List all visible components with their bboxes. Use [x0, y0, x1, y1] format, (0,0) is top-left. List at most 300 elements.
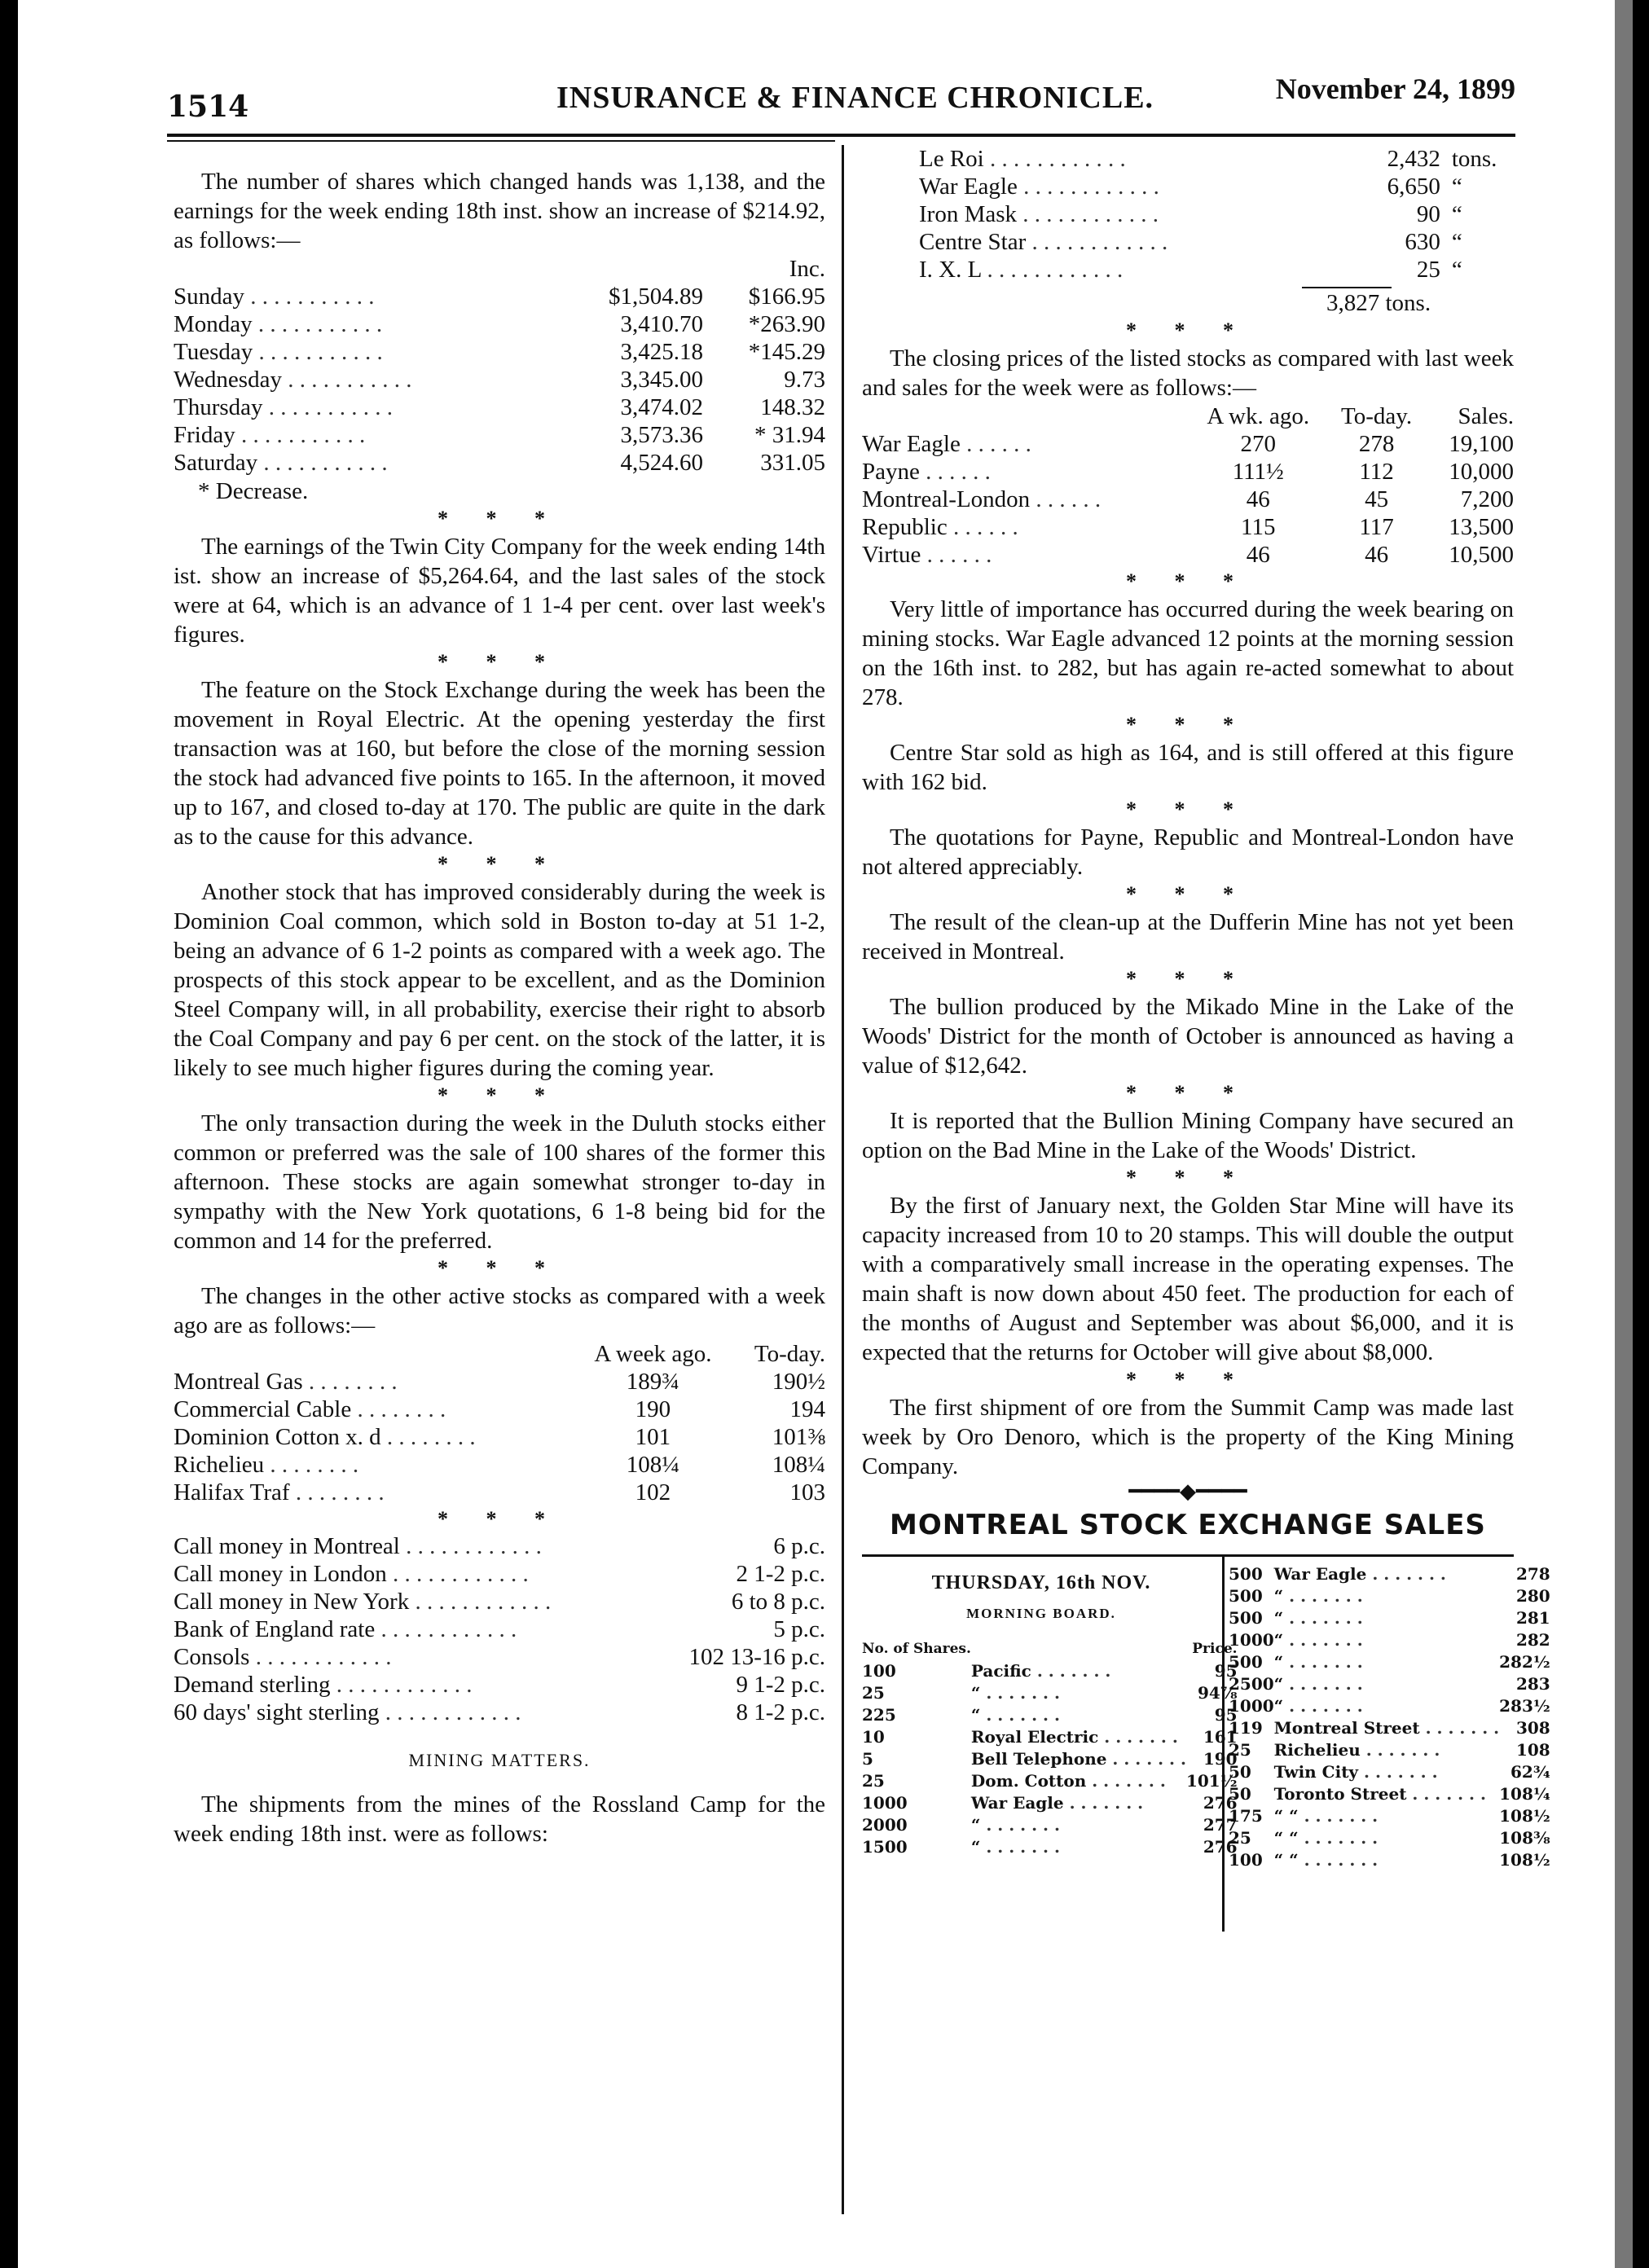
- sale-shares: 25: [1229, 1828, 1251, 1848]
- earnings-inc: * 31.94: [754, 422, 825, 448]
- money-value: 6 to 8 p.c.: [731, 1589, 825, 1615]
- sale-row: [1229, 1849, 1550, 1871]
- section-divider: * * *: [438, 1256, 561, 1280]
- paragraph: The first shipment of ore from the Summit Camp was made last week by Oro Denoro, which is the property of the King Mining Company.: [862, 1395, 1514, 1479]
- money-row: [174, 1671, 825, 1699]
- sale-stock: Montreal Street . . . . . . .: [1273, 1718, 1500, 1738]
- changes-row: [174, 1396, 825, 1423]
- sale-shares: 1000: [1229, 1630, 1274, 1650]
- sale-stock-name: War Eagle: [1273, 1564, 1367, 1584]
- sale-shares: 225: [862, 1705, 896, 1725]
- sale-shares: 10: [862, 1727, 885, 1747]
- money-row: [174, 1588, 825, 1615]
- ornament-divider: ━━━━◆━━━━: [1128, 1479, 1247, 1503]
- stock-cell: Republic . . . . . .: [862, 514, 1018, 540]
- earnings-day: Sunday . . . . . . . . . . .: [174, 284, 375, 310]
- money-row: [174, 1643, 825, 1671]
- scan-border-right: [1633, 0, 1649, 2268]
- stock-name: Halifax Traf: [174, 1479, 290, 1505]
- section-divider: * * *: [1126, 1368, 1250, 1391]
- sale-stock-name: “ “: [1273, 1806, 1299, 1826]
- sales-value: 19,100: [1449, 431, 1514, 457]
- sale-price: 190: [1203, 1749, 1238, 1769]
- sale-row: [862, 1660, 1238, 1682]
- section-divider: * * *: [438, 852, 561, 876]
- paragraph: Another stock that has improved considerably during the week is Dominion Coal common, which sold in Boston to-day at 51 1-2, being an advance of 6 1-2 points as compared with a week ago. The prospects of this stock appear to be excellent, and as the Dominion Steel Company will, in all probability, exercise their right to absorb the Coal Company and pay 6 per cent. on the stock of the latter, it is likely to see much higher figures during the coming year.: [174, 879, 825, 1081]
- today-header: To-day.: [1341, 403, 1413, 429]
- shipment-row: [919, 173, 1538, 200]
- earnings-row: [174, 338, 825, 366]
- mine-name: Le Roi: [919, 146, 984, 172]
- stock-name: Payne: [862, 459, 920, 485]
- sale-row: [862, 1814, 1238, 1836]
- earnings-day: Tuesday . . . . . . . . . . .: [174, 339, 383, 365]
- day-name: Wednesday: [174, 367, 282, 393]
- today-value: 101⅜: [772, 1424, 825, 1450]
- stock-cell: Richelieu . . . . . . . .: [174, 1452, 359, 1478]
- money-name: Demand sterling: [174, 1672, 331, 1698]
- sale-row: [1229, 1563, 1550, 1585]
- right-column: [862, 145, 1550, 1870]
- sales-value: 13,500: [1449, 514, 1514, 540]
- mine-name: Iron Mask: [919, 201, 1018, 227]
- sales-header: Sales.: [1458, 403, 1514, 429]
- sale-shares: 175: [1229, 1806, 1263, 1826]
- sale-stock-name: “: [970, 1683, 981, 1703]
- sale-price: 281: [1515, 1608, 1550, 1628]
- section-divider: * * *: [1126, 1081, 1250, 1105]
- sale-price: 108: [1515, 1740, 1550, 1760]
- day-name: Saturday: [174, 450, 258, 476]
- sale-stock: “ . . . . . . .: [1273, 1630, 1363, 1650]
- shipment-row: [919, 256, 1538, 284]
- today-header: To-day.: [754, 1341, 825, 1367]
- scan-page-edge: [1615, 0, 1633, 2268]
- earnings-amount: $1,504.89: [609, 284, 703, 310]
- changes-row: [174, 1451, 825, 1479]
- stock-cell: Commercial Cable . . . . . . . .: [174, 1396, 446, 1422]
- sale-stock: Toronto Street . . . . . . .: [1273, 1784, 1486, 1804]
- stock-name: Dominion Cotton x. d: [174, 1424, 381, 1450]
- earnings-day: Saturday . . . . . . . . . . .: [174, 450, 388, 476]
- money-name: 60 days' sight sterling: [174, 1699, 380, 1725]
- stock-exchange-sales: [862, 1554, 1550, 1870]
- money-value: 6 p.c.: [773, 1533, 825, 1559]
- closing-row: [862, 541, 1514, 569]
- day-name: Monday: [174, 311, 253, 337]
- sale-price: 276: [1203, 1793, 1238, 1813]
- sale-stock-name: “ “: [1273, 1850, 1299, 1870]
- sale-price: 101½: [1185, 1771, 1238, 1791]
- sale-shares: 1500: [862, 1837, 908, 1857]
- earnings-day: Monday . . . . . . . . . . .: [174, 311, 383, 337]
- paragraph: It is reported that the Bullion Mining Company have secured an option on the Bad Mine in the Lake of the Woods' District.: [862, 1108, 1514, 1163]
- section-divider: * * *: [1126, 713, 1250, 736]
- paragraph: The shipments from the mines of the Rossland Camp for the week ending 18th inst. were as follows:: [174, 1791, 825, 1847]
- money-value: 2 1-2 p.c.: [736, 1561, 825, 1587]
- sale-shares: 119: [1229, 1718, 1263, 1738]
- sale-stock: “ . . . . . . .: [1273, 1696, 1363, 1716]
- money-value: 5 p.c.: [773, 1616, 825, 1642]
- ago-header: A wk. ago.: [1207, 403, 1310, 429]
- earnings-day: Friday . . . . . . . . . . .: [174, 422, 366, 448]
- earnings-inc: *145.29: [748, 339, 825, 365]
- money-value: 9 1-2 p.c.: [736, 1672, 825, 1698]
- scan-border-left: [0, 0, 18, 2268]
- shares-header: No. of Shares.: [862, 1641, 971, 1657]
- earnings-amount: 3,410.70: [620, 311, 703, 337]
- stock-cell: Montreal Gas . . . . . . . .: [174, 1369, 398, 1395]
- sale-stock-name: Bell Telephone: [970, 1749, 1107, 1769]
- sale-row: [1229, 1695, 1550, 1717]
- sale-shares: 500: [1229, 1586, 1263, 1606]
- sale-row: [862, 1726, 1238, 1748]
- earnings-amount: 3,425.18: [620, 339, 703, 365]
- earnings-amount: 3,474.02: [620, 394, 703, 420]
- mine-cell: Le Roi . . . . . . . . . . . .: [919, 146, 1126, 172]
- sale-price: 276: [1203, 1837, 1238, 1857]
- money-cell: Call money in Montreal . . . . . . . . . . . .: [174, 1533, 542, 1559]
- sale-price: 108½: [1499, 1850, 1550, 1870]
- sale-row: [1229, 1629, 1550, 1651]
- day-name: Tuesday: [174, 339, 253, 365]
- sales-table-right: [1229, 1563, 1550, 1871]
- today-value: 278: [1358, 431, 1395, 457]
- sale-shares: 500: [1229, 1564, 1263, 1584]
- sale-stock-name: “: [970, 1705, 981, 1725]
- sale-stock: “ . . . . . . .: [1273, 1652, 1363, 1672]
- sale-stock: Bell Telephone . . . . . . .: [970, 1749, 1186, 1769]
- ago-value: 46: [1246, 486, 1270, 512]
- sale-stock: “ . . . . . . .: [970, 1683, 1060, 1703]
- column-divider: [842, 145, 844, 2214]
- sale-shares: 50: [1229, 1784, 1251, 1804]
- sale-stock-name: Twin City: [1273, 1762, 1359, 1782]
- sale-stock: “ “ . . . . . . .: [1273, 1850, 1379, 1870]
- ago-value: 111½: [1232, 459, 1284, 485]
- paragraph: The result of the clean-up at the Dufferin Mine has not yet been received in Montreal.: [862, 909, 1514, 965]
- sale-row: [862, 1770, 1238, 1792]
- sale-stock-name: “: [970, 1837, 981, 1857]
- sale-stock: “ . . . . . . .: [970, 1837, 1060, 1857]
- money-name: Call money in New York: [174, 1589, 410, 1615]
- stock-name: Commercial Cable: [174, 1396, 352, 1422]
- today-value: 112: [1359, 459, 1394, 485]
- sale-stock-name: “: [1273, 1630, 1284, 1650]
- sale-shares: 2500: [1229, 1674, 1274, 1694]
- sale-row: [1229, 1651, 1550, 1673]
- closing-row: [862, 486, 1514, 513]
- money-cell: 60 days' sight sterling . . . . . . . . . . . .: [174, 1699, 521, 1725]
- sale-stock-name: Montreal Street: [1273, 1718, 1420, 1738]
- sale-stock-name: Pacific: [970, 1661, 1031, 1681]
- mine-name: Centre Star: [919, 229, 1027, 255]
- money-name: Bank of England rate: [174, 1616, 376, 1642]
- stock-cell: Dominion Cotton x. d . . . . . . . .: [174, 1424, 476, 1450]
- earnings-row: [174, 421, 825, 449]
- shipments-table: [919, 145, 1538, 284]
- section-divider: * * *: [438, 650, 561, 674]
- sale-stock: Dom. Cotton . . . . . . .: [970, 1771, 1166, 1791]
- sale-price: 108⅜: [1499, 1828, 1550, 1848]
- section-divider: * * *: [1126, 967, 1250, 991]
- sale-shares: 100: [862, 1661, 896, 1681]
- day-name: Friday: [174, 422, 235, 448]
- paragraph: The bullion produced by the Mikado Mine in the Lake of the Woods' District for the month of October is announced as having a value of $12,642.: [862, 994, 1514, 1079]
- stock-name: Virtue: [862, 542, 921, 568]
- sale-stock-name: Dom. Cotton: [970, 1771, 1087, 1791]
- mine-cell: I. X. L . . . . . . . . . . . .: [919, 257, 1124, 283]
- money-cell: Call money in London . . . . . . . . . . . .: [174, 1561, 529, 1587]
- mine-tons: 90: [1416, 201, 1440, 227]
- closing-row: [862, 513, 1514, 541]
- closing-row: [862, 458, 1514, 486]
- section-divider: * * *: [438, 1083, 561, 1107]
- closing-prices-table: [862, 402, 1514, 569]
- sale-row: [1229, 1585, 1550, 1607]
- today-value: 117: [1359, 514, 1394, 540]
- money-name: Call money in London: [174, 1561, 387, 1587]
- sale-stock-name: “ “: [1273, 1828, 1299, 1848]
- sale-shares: 25: [1229, 1740, 1251, 1760]
- paragraph: The earnings of the Twin City Company for the week ending 14th ist. show an increase of $5,264.64, and the last sales of the stock were at 64, which is an advance of 1 1-4 per cent. over last week's figures.: [174, 534, 825, 648]
- price-header: Price.: [1192, 1641, 1238, 1657]
- paragraph: Very little of importance has occurred during the week bearing on mining stocks. War Eagle advanced 12 points at the morning session on the 16th inst. to 282, but has again re-acted somewhat to about 278.: [862, 596, 1514, 710]
- section-divider: * * *: [438, 1507, 561, 1531]
- sale-shares: 50: [1229, 1762, 1251, 1782]
- money-row: [174, 1699, 825, 1726]
- mine-tons: 630: [1405, 229, 1440, 255]
- sale-shares: 500: [1229, 1652, 1263, 1672]
- week-ago-value: 102: [635, 1479, 671, 1505]
- sale-stock: War Eagle . . . . . . .: [1273, 1564, 1446, 1584]
- sale-price: 283½: [1499, 1696, 1550, 1716]
- mine-cell: Centre Star . . . . . . . . . . . .: [919, 229, 1168, 255]
- section-divider: * * *: [1126, 882, 1250, 906]
- section-divider: * * *: [438, 507, 561, 530]
- closing-row: [862, 430, 1514, 458]
- sale-stock: “ “ . . . . . . .: [1273, 1806, 1379, 1826]
- issue-date: November 24, 1899: [1275, 73, 1515, 105]
- sales-left: [862, 1563, 1238, 1858]
- sale-stock-name: Richelieu: [1273, 1740, 1361, 1760]
- earnings-inc: 148.32: [760, 394, 825, 420]
- sale-price: 95: [1214, 1705, 1238, 1725]
- week-ago-value: 190: [635, 1396, 671, 1422]
- sale-row: [1229, 1607, 1550, 1629]
- money-table: [174, 1532, 825, 1726]
- left-column: [174, 167, 825, 1848]
- mine-unit: “: [1451, 174, 1462, 200]
- week-ago-value: 108¼: [626, 1452, 680, 1478]
- header-rule: [167, 134, 1515, 137]
- sale-stock: Richelieu . . . . . . .: [1273, 1740, 1440, 1760]
- mine-unit: tons.: [1451, 146, 1497, 172]
- sale-stock: “ . . . . . . .: [970, 1705, 1060, 1725]
- paragraph: The only transaction during the week in the Duluth stocks either common or preferred was the sale of 100 shares of the former this afternoon. These stocks are again somewhat stronger to-day in sympathy with the New York quotations, 6 1-8 being bid for the common and 14 for the preferred.: [174, 1110, 825, 1254]
- mine-cell: Iron Mask . . . . . . . . . . . .: [919, 201, 1159, 227]
- sale-price: 283: [1515, 1674, 1550, 1694]
- sale-price: 308: [1515, 1718, 1550, 1738]
- sale-stock: “ . . . . . . .: [970, 1815, 1060, 1835]
- earnings-amount: 3,573.36: [620, 422, 703, 448]
- ago-value: 115: [1241, 514, 1276, 540]
- sale-stock: “ . . . . . . .: [1273, 1586, 1363, 1606]
- sale-shares: 100: [1229, 1850, 1263, 1870]
- today-value: 103: [789, 1479, 825, 1505]
- page-header: [167, 72, 1515, 124]
- inc-header: Inc.: [789, 256, 825, 282]
- sales-board: MORNING BOARD.: [966, 1606, 1116, 1621]
- changes-table: [174, 1340, 825, 1506]
- sale-stock-name: War Eagle: [970, 1793, 1064, 1813]
- money-row: [174, 1615, 825, 1643]
- publication-title: INSURANCE & FINANCE CHRONICLE.: [556, 81, 1154, 115]
- sale-shares: 25: [862, 1683, 885, 1703]
- page-number: 1514: [167, 90, 249, 124]
- sale-stock: “ . . . . . . .: [1273, 1674, 1363, 1694]
- earnings-day: Thursday . . . . . . . . . . .: [174, 394, 394, 420]
- stock-name: Montreal-London: [862, 486, 1031, 512]
- sale-shares: 1000: [1229, 1696, 1274, 1716]
- section-divider: * * *: [1126, 798, 1250, 821]
- today-value: 108¼: [772, 1452, 825, 1478]
- earnings-row: [174, 449, 825, 477]
- stock-cell: Virtue . . . . . .: [862, 542, 992, 568]
- sale-row: [1229, 1739, 1550, 1761]
- changes-row: [174, 1479, 825, 1506]
- sale-row: [1229, 1827, 1550, 1849]
- money-cell: Call money in New York . . . . . . . . . . . .: [174, 1589, 552, 1615]
- sale-price: 282½: [1499, 1652, 1550, 1672]
- sale-shares: 25: [862, 1771, 885, 1791]
- sale-row: [862, 1704, 1238, 1726]
- sale-stock-name: “: [1273, 1608, 1284, 1628]
- mine-name: I. X. L: [919, 257, 982, 283]
- sale-stock-name: “: [1273, 1674, 1284, 1694]
- sale-stock: Pacific . . . . . . .: [970, 1661, 1111, 1681]
- sale-stock-name: “: [970, 1815, 981, 1835]
- earnings-inc: 9.73: [784, 367, 825, 393]
- shipment-row: [919, 200, 1538, 228]
- sale-stock-name: “: [1273, 1696, 1284, 1716]
- mining-heading: MINING MATTERS.: [408, 1750, 591, 1770]
- earnings-row: [174, 366, 825, 393]
- section-divider: * * *: [1126, 1166, 1250, 1189]
- earnings-row: [174, 283, 825, 310]
- mine-unit: “: [1451, 201, 1462, 227]
- sale-price: 62¾: [1510, 1762, 1550, 1782]
- earnings-inc: *263.90: [748, 311, 825, 337]
- earnings-amount: 4,524.60: [620, 450, 703, 476]
- today-value: 194: [789, 1396, 825, 1422]
- sale-stock-name: “: [1273, 1586, 1284, 1606]
- money-value: 102 13-16 p.c.: [688, 1644, 825, 1670]
- shipments-total: 3,827: [1326, 290, 1380, 316]
- sale-shares: 2000: [862, 1815, 908, 1835]
- day-name: Thursday: [174, 394, 263, 420]
- sales-value: 10,500: [1449, 542, 1514, 568]
- shipment-row: [919, 145, 1538, 173]
- sale-stock-name: “: [1273, 1652, 1284, 1672]
- stock-cell: War Eagle . . . . . .: [862, 431, 1031, 457]
- sales-value: 10,000: [1449, 459, 1514, 485]
- earnings-inc: 331.05: [760, 450, 825, 476]
- stock-name: Republic: [862, 514, 948, 540]
- shipment-row: [919, 228, 1538, 256]
- week-ago-value: 189¾: [626, 1369, 680, 1395]
- mine-tons: 6,650: [1387, 174, 1440, 200]
- changes-row: [174, 1423, 825, 1451]
- money-row: [174, 1560, 825, 1588]
- today-value: 190½: [772, 1369, 825, 1395]
- ago-value: 270: [1240, 431, 1277, 457]
- sale-stock: “ . . . . . . .: [1273, 1608, 1363, 1628]
- sale-row: [1229, 1717, 1550, 1739]
- stock-cell: Halifax Traf . . . . . . . .: [174, 1479, 385, 1505]
- changes-row: [174, 1368, 825, 1396]
- mine-tons: 2,432: [1387, 146, 1440, 172]
- stock-cell: Payne . . . . . .: [862, 459, 991, 485]
- sale-row: [1229, 1805, 1550, 1827]
- money-row: [174, 1532, 825, 1560]
- mine-tons: 25: [1416, 257, 1440, 283]
- today-value: 46: [1365, 542, 1389, 568]
- sale-price: 95: [1214, 1661, 1238, 1681]
- sale-shares: 1000: [862, 1793, 908, 1813]
- sale-stock-name: Toronto Street: [1273, 1784, 1407, 1804]
- sales-day: THURSDAY, 16th NOV.: [931, 1572, 1151, 1593]
- sale-stock: War Eagle . . . . . . .: [970, 1793, 1144, 1813]
- sale-stock-name: Royal Electric: [970, 1727, 1099, 1747]
- mine-name: War Eagle: [919, 174, 1018, 200]
- paragraph: The quotations for Payne, Republic and Montreal-London have not altered appreciably.: [862, 824, 1514, 880]
- sale-shares: 500: [1229, 1608, 1263, 1628]
- section-divider: * * *: [1126, 569, 1250, 593]
- day-name: Sunday: [174, 284, 244, 310]
- earnings-row: [174, 393, 825, 421]
- stock-cell: Montreal-London . . . . . .: [862, 486, 1102, 512]
- mine-unit: “: [1451, 229, 1462, 255]
- sale-row: [862, 1836, 1238, 1858]
- paragraph: The changes in the other active stocks as compared with a week ago are as follows:—: [174, 1283, 825, 1338]
- earnings-day: Wednesday . . . . . . . . . . .: [174, 367, 412, 393]
- paragraph: By the first of January next, the Golden Star Mine will have its capacity increased from 10 to 20 stamps. This will double the output with a comparatively small increase in the operating expenses. The main shaft is now down about 450 feet. The production for each of the months of August and September was about $6,000, and it is expected that the returns for October will give about $8,000.: [862, 1193, 1514, 1365]
- money-name: Consols: [174, 1644, 250, 1670]
- stock-exchange-title: MONTREAL STOCK EXCHANGE SALES: [890, 1509, 1486, 1541]
- money-name: Call money in Montreal: [174, 1533, 400, 1559]
- stock-name: Montreal Gas: [174, 1369, 303, 1395]
- earnings-row: [174, 310, 825, 338]
- sales-table-left: [862, 1638, 1238, 1858]
- mine-unit: “: [1451, 257, 1462, 283]
- sale-price: 108½: [1499, 1806, 1550, 1826]
- header-subrule: [167, 140, 835, 142]
- stock-name: Richelieu: [174, 1452, 265, 1478]
- sale-shares: 5: [862, 1749, 873, 1769]
- mine-cell: War Eagle . . . . . . . . . . . .: [919, 174, 1159, 200]
- decrease-note: * Decrease.: [198, 478, 309, 504]
- paragraph: The number of shares which changed hands was 1,138, and the earnings for the week ending 18th inst. show an increase of $214.92, as follows:—: [174, 169, 825, 253]
- week-ago-value: 101: [635, 1424, 671, 1450]
- money-value: 8 1-2 p.c.: [736, 1699, 825, 1725]
- sale-row: [1229, 1673, 1550, 1695]
- paragraph: Centre Star sold as high as 164, and is still offered at this figure with 162 bid.: [862, 740, 1514, 795]
- money-cell: Demand sterling . . . . . . . . . . . .: [174, 1672, 473, 1698]
- paragraph: The feature on the Stock Exchange during the week has been the movement in Royal Electric. At the opening yesterday the first transaction was at 160, but before the close of the morning session the stock had advanced five points to 165. In the afternoon, it moved up to 167, and closed to-day at 170. The public are quite in the dark as to the cause for this advance.: [174, 677, 825, 850]
- earnings-inc: $166.95: [748, 284, 825, 310]
- earnings-amount: 3,345.00: [620, 367, 703, 393]
